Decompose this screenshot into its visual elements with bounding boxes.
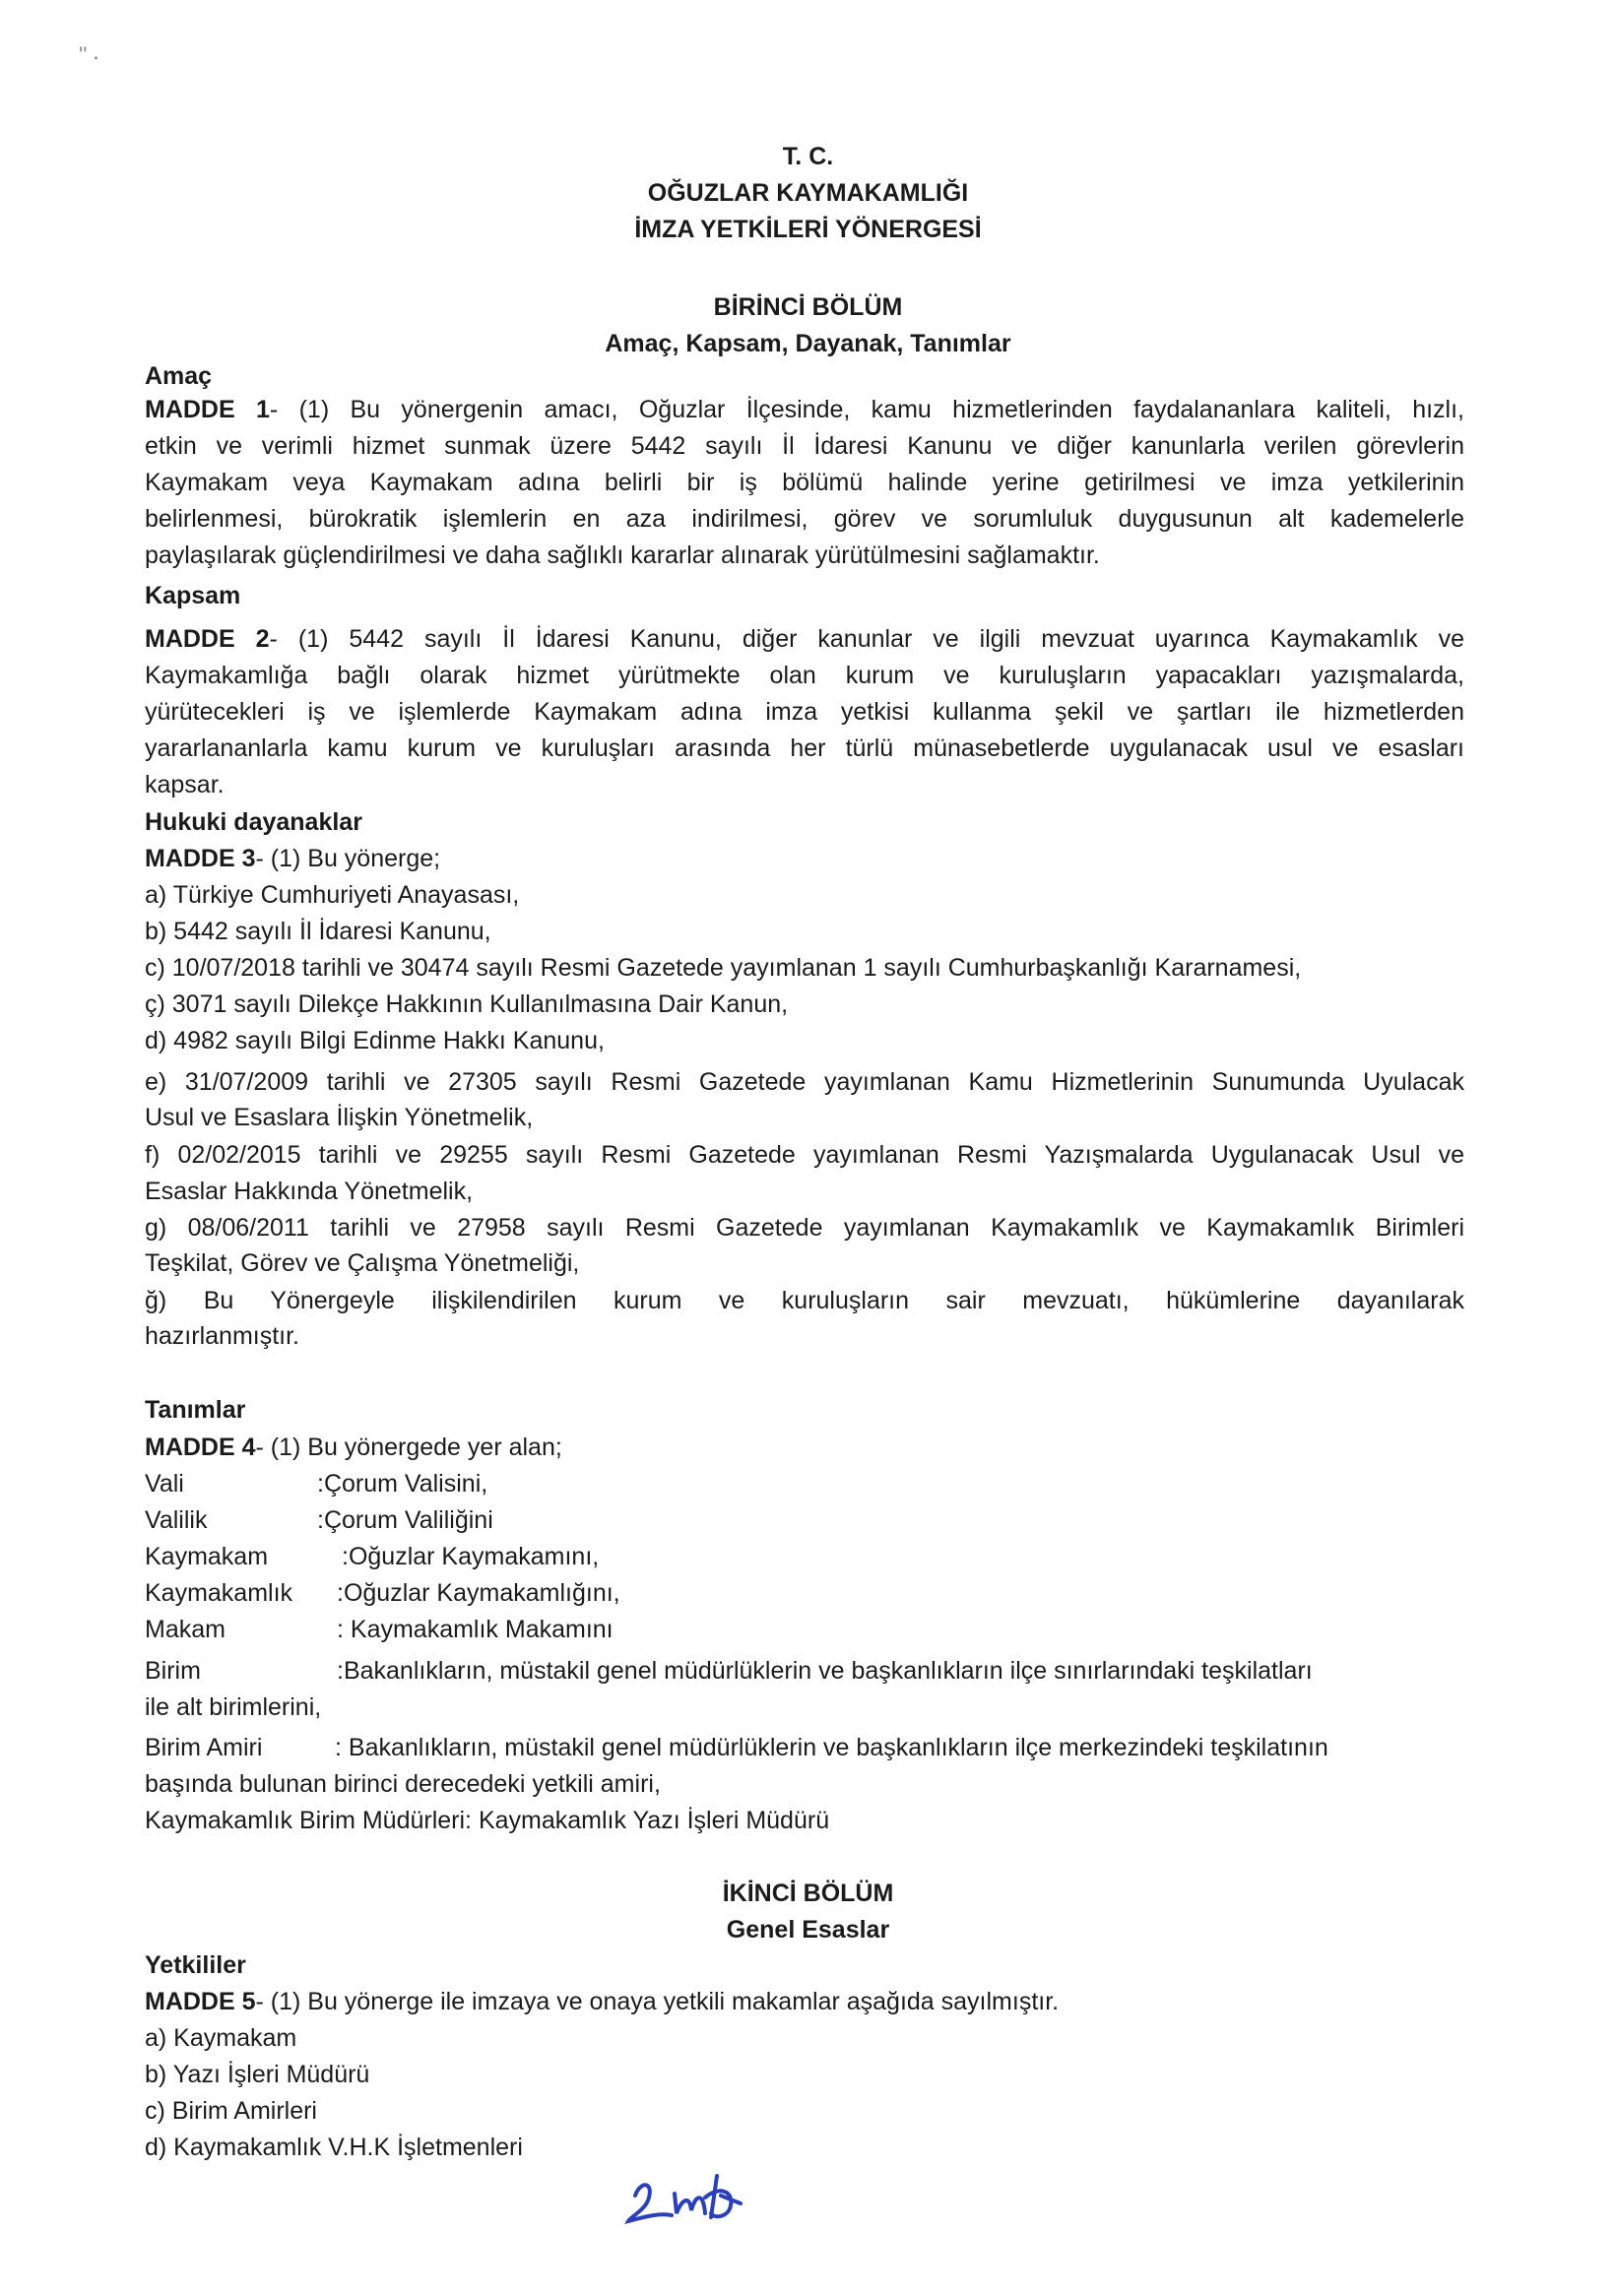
scan-artifact: '' ⸳ <box>79 42 99 67</box>
amac-heading: Amaç <box>145 362 213 390</box>
dayanak-item: b) 5442 sayılı İl İdaresi Kanunu, <box>145 918 491 945</box>
madde4-line: MADDE 4- (1) Bu yönergede yer alan; <box>145 1434 562 1461</box>
yetkili-item: a) Kaymakam <box>145 2024 297 2052</box>
section1-title: BİRİNCİ BÖLÜM <box>713 293 903 321</box>
dayanak-item: ç) 3071 sayılı Dilekçe Hakkının Kullanılmasına Dair Kanun, <box>145 990 789 1018</box>
definition-term: Birim Amiri <box>145 1734 263 1761</box>
definition-term: Birim <box>145 1657 201 1685</box>
madde1-line: etkin ve verimli hizmet sunmak üzere 5442 sayılı İl İdaresi Kanunu ve diğer kanunlarla verilen görevlerin <box>145 432 1464 460</box>
kapsam-heading: Kapsam <box>145 582 241 609</box>
definition-text: :Çorum Valiliğini <box>317 1506 493 1534</box>
definition-term: Kaymakam <box>145 1543 269 1570</box>
section2-title: İKİNCİ BÖLÜM <box>722 1880 894 1907</box>
definition-row <box>145 1734 1328 1762</box>
section1-subtitle: Amaç, Kapsam, Dayanak, Tanımlar <box>605 330 1011 357</box>
madde5-line: MADDE 5- (1) Bu yönerge ile imzaya ve onaya yetkili makamlar aşağıda sayılmıştır. <box>145 1988 1060 2015</box>
madde2-line: yararlananlarla kamu kurum ve kuruluşları arasında her türlü münasebetlerde uygulanacak usul ve esasları <box>145 734 1464 762</box>
signature-initials <box>620 2156 768 2225</box>
dayanak-item: Esaslar Hakkında Yönetmelik, <box>145 1178 474 1205</box>
dayanak-item: c) 10/07/2018 tarihli ve 30474 sayılı Resmi Gazetede yayımlanan 1 sayılı Cumhurbaşkanlığı Kararnamesi, <box>145 954 1302 982</box>
definition-row: Kaymakamlık Birim Müdürleri: Kaymakamlık Yazı İşleri Müdürü <box>145 1807 830 1834</box>
madde2-label: MADDE 2 <box>145 625 270 653</box>
document-title: İMZA YETKİLERİ YÖNERGESİ <box>634 216 982 243</box>
madde1-line: paylaşılarak güçlendirilmesi ve daha sağlıklı kararlar alınarak yürütülmesini sağlamaktır. <box>145 542 1100 569</box>
definition-term: Vali <box>145 1470 184 1498</box>
madde1-line: Kaymakam veya Kaymakam adına belirli bir iş bölümü halinde yerine getirilmesi ve imza yetkilerinin <box>145 469 1464 496</box>
header-institution: OĞUZLAR KAYMAKAMLIĞI <box>647 179 969 207</box>
dayanak-item: hazırlanmıştır. <box>145 1322 299 1350</box>
section2-subtitle: Genel Esaslar <box>726 1916 890 1944</box>
madde3-line: MADDE 3- (1) Bu yönerge; <box>145 845 441 872</box>
dayanak-item: d) 4982 sayılı Bilgi Edinme Hakkı Kanunu, <box>145 1027 605 1054</box>
dayanak-item: e) 31/07/2009 tarihli ve 27305 sayılı Resmi Gazetede yayımlanan Kamu Hizmetlerinin Sunumunda Uyulacak <box>145 1068 1464 1096</box>
madde4-label: MADDE 4 <box>145 1434 256 1461</box>
madde1-label: MADDE 1 <box>145 396 270 423</box>
dayanak-item: f) 02/02/2015 tarihli ve 29255 sayılı Resmi Gazetede yayımlanan Resmi Yazışmalarda Uygulanacak Usul ve <box>145 1141 1464 1169</box>
dayanak-heading: Hukuki dayanaklar <box>145 808 362 836</box>
definition-row <box>145 1543 599 1571</box>
dayanak-item: a) Türkiye Cumhuriyeti Anayasası, <box>145 881 520 909</box>
definition-text: :Oğuzlar Kaymakamlığını, <box>337 1579 620 1607</box>
definition-text: : Bakanlıkların, müstakil genel müdürlüklerin ve başkanlıkların ilçe merkezindeki teşkilatının <box>335 1734 1328 1761</box>
definition-row <box>145 1579 620 1608</box>
definition-text: :Oğuzlar Kaymakamını, <box>342 1543 600 1570</box>
definition-text: :Bakanlıkların, müstakil genel müdürlüklerin ve başkanlıkların ilçe sınırlarındaki teşkilatları <box>337 1657 1313 1685</box>
definition-row <box>145 1657 1313 1686</box>
definition-row <box>145 1506 493 1535</box>
definition-row <box>145 1470 487 1499</box>
yetkili-item: d) Kaymakamlık V.H.K İşletmenleri <box>145 2134 523 2161</box>
definition-term: Kaymakamlık <box>145 1579 293 1607</box>
yetkili-item: c) Birim Amirleri <box>145 2097 317 2125</box>
dayanak-item: g) 08/06/2011 tarihli ve 27958 sayılı Resmi Gazetede yayımlanan Kaymakamlık ve Kaymakamlık Birimleri <box>145 1214 1464 1242</box>
madde3-label: MADDE 3 <box>145 845 256 872</box>
madde2-line: yürütecekleri iş ve işlemlerde Kaymakam adına imza yetkisi kullanma şekil ve şartları ile hizmetlerden <box>145 698 1464 726</box>
dayanak-item: ğ) Bu Yönergeyle ilişkilendirilen kurum ve kuruluşların sair mevzuatı, hükümlerine dayanılarak <box>145 1287 1464 1314</box>
definition-continuation: ile alt birimlerini, <box>145 1693 322 1721</box>
yetkililer-heading: Yetkililer <box>145 1951 246 1979</box>
madde5-label: MADDE 5 <box>145 1988 256 2015</box>
header-tc: T. C. <box>782 143 834 170</box>
tanimlar-heading: Tanımlar <box>145 1396 246 1424</box>
madde2-line: Kaymakamlığa bağlı olarak hizmet yürütmekte olan kurum ve kuruluşların yapacakları yazışmalarda, <box>145 662 1464 689</box>
dayanak-item: Usul ve Esaslara İlişkin Yönetmelik, <box>145 1104 534 1131</box>
definition-continuation: başında bulunan birinci derecedeki yetkili amiri, <box>145 1770 661 1798</box>
madde2-line: kapsar. <box>145 771 225 798</box>
madde1-line: MADDE 1- (1) Bu yönergenin amacı, Oğuzlar İlçesinde, kamu hizmetlerinden faydalananlara kaliteli, hızlı, <box>145 396 1465 423</box>
definition-term: Valilik <box>145 1506 208 1534</box>
madde1-line: belirlenmesi, bürokratik işlemlerin en aza indirilmesi, görev ve sorumluluk duygusunun alt kademelerle <box>145 505 1464 533</box>
definition-term: Makam <box>145 1616 226 1643</box>
definition-text: : Kaymakamlık Makamını <box>337 1616 614 1643</box>
madde2-line: MADDE 2- (1) 5442 sayılı İl İdaresi Kanunu, diğer kanunlar ve ilgili mevzuat uyarınca Kaymakamlık ve <box>145 625 1465 653</box>
yetkili-item: b) Yazı İşleri Müdürü <box>145 2061 370 2088</box>
definition-row <box>145 1616 614 1644</box>
definition-text: :Çorum Valisini, <box>317 1470 488 1498</box>
dayanak-item: Teşkilat, Görev ve Çalışma Yönetmeliği, <box>145 1249 580 1277</box>
